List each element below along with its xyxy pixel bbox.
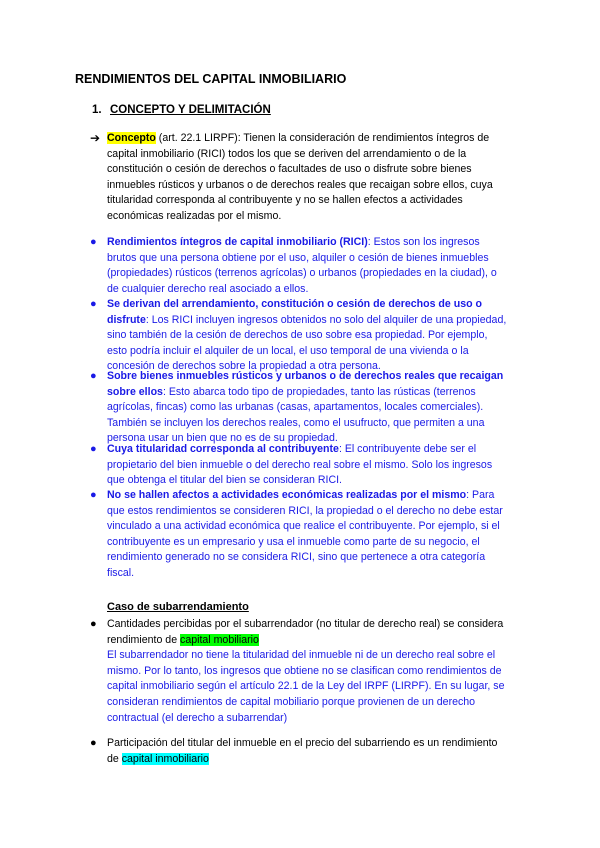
bullet-rici: Rendimientos íntegros de capital inmobiliario (RICI): Estos son los ingresos brutos que una persona obtiene por el uso, alquiler o cesión de bienes inmuebles (propiedades) rústicos (terrenos agrícolas) o urbanos (propiedades en la ciudad), o de cualquier derecho real asociado a ellos. [107, 236, 497, 295]
bullet-titularidad: Cuya titularidad corresponda al contribuyente: El contribuyente debe ser el propietario del bien inmueble o del derecho real sobre el mismo. Solo los ingresos que obtenga el titular del bien se consideran RICI. [107, 443, 493, 487]
concepto-line: inmuebles rústicos y urbanos o de derechos reales que recaigan sobre ellos, cuya [107, 178, 493, 191]
bullet-dot-icon: ● [90, 370, 97, 382]
section-title: CONCEPTO Y DELIMITACIÓN [110, 104, 271, 116]
section-number: 1. [92, 104, 102, 116]
explanation-line: mismo. Por lo tanto, los ingresos que obtiene no se clasifican como rendimientos de [107, 664, 502, 677]
concepto-line-1: Concepto (art. 22.1 LIRPF): Tienen la consideración de rendimientos íntegros de [107, 132, 490, 144]
concepto-paragraph [107, 131, 577, 225]
bullet-dot-icon: ● [90, 618, 97, 630]
explanation-line: El subarrendador no tiene la titularidad del inmueble ni de un derecho real sobre el [107, 649, 496, 662]
bullet-dot-icon: ● [90, 298, 97, 310]
section-heading [92, 104, 271, 116]
bullet-dot-icon: ● [90, 236, 97, 248]
concepto-line: económicas realizadas por el mismo. [107, 209, 282, 222]
highlight-capital-inmobiliario: capital inmobiliario [121, 752, 209, 765]
subarriendo-item-1: Cantidades percibidas por el subarrendador (no titular de derecho real) se considera rendimiento de capital mobiliario El subarrendador no tiene la titularidad del inmueble ni de un derecho real sobre el mismo. Por lo tanto, los ingresos que obtiene no se clasifican como rendimientos de capital inmobiliario según el artículo 22.1 de la Ley del IRPF (LIRPF). En su lugar, se consideran rendimientos de capital mobiliario porque provienen de un derecho contractual (el derecho a subarrendar) [107, 617, 587, 726]
arrow-icon: ➔ [90, 131, 101, 145]
subarriendo-item-2: Participación del titular del inmueble en el precio del subarriendo es un rendimiento de capital inmobiliario [107, 737, 498, 765]
bullet-dot-icon: ● [90, 737, 97, 749]
highlight-capital-mobiliario: capital mobiliario [180, 633, 259, 646]
bullet-bienes: Sobre bienes inmuebles rústicos y urbanos o de derechos reales que recaigan sobre ellos: Esto abarca todo tipo de propiedades, tanto las rústicas (terrenos agrícolas, fincas) como las urbanas (casas, apartamentos, locales comerciales). También se incluyen los derechos reales, como el usufructo, que permiten a una persona usar un bien que no es de su propiedad. [107, 370, 504, 445]
bullet-derivan: Se derivan del arrendamiento, constitución o cesión de derechos de uso o disfrute: Los RICI incluyen ingresos obtenidos no solo del alquiler de una propiedad, sino también de la cesión de derechos de uso sobre esa propiedad. Por ejemplo, esto podría incluir el alquiler de un local, el uso temporal de una vivienda o la concesión de derechos sobre la propiedad a otra persona. [107, 298, 507, 373]
explanation-line: capital inmobiliario según el artículo 22.1 de la Ley del IRPF (LIRPF). En su lugar, se [107, 680, 505, 693]
explanation-line: consideran rendimientos de capital mobiliario porque provienen de un derecho [107, 695, 476, 708]
concepto-term: Concepto [107, 132, 156, 144]
page-title: RENDIMIENTOS DEL CAPITAL INMOBILIARIO [75, 72, 347, 86]
bullet-dot-icon: ● [90, 489, 97, 501]
concepto-line: constitución o cesión de derechos o facultades de uso o disfrute sobre bienes [107, 163, 472, 176]
concepto-line: titularidad corresponda al contribuyente y no se hallen efectos a actividades [107, 194, 463, 207]
bullet-afectos: No se hallen afectos a actividades económicas realizadas por el mismo: Para que estos rendimientos se consideren RICI, la propiedad o el derecho no debe estar vinculado a una actividad económica que realice el contribuyente. Por ejemplo, si el contribuyente es un empresario y usa el inmueble como parte de su negocio, el rendimiento generado no se considera RICI, sino que pertenece a otra categoría fiscal. [107, 489, 503, 579]
concepto-line: capital inmobiliario (RICI) todos los que se deriven del arrendamiento o de la [107, 147, 467, 160]
subarriendo-heading: Caso de subarrendamiento [107, 601, 249, 613]
bullet-dot-icon: ● [90, 443, 97, 455]
explanation-line: contractual (el derecho a subarrendar) [107, 711, 288, 724]
